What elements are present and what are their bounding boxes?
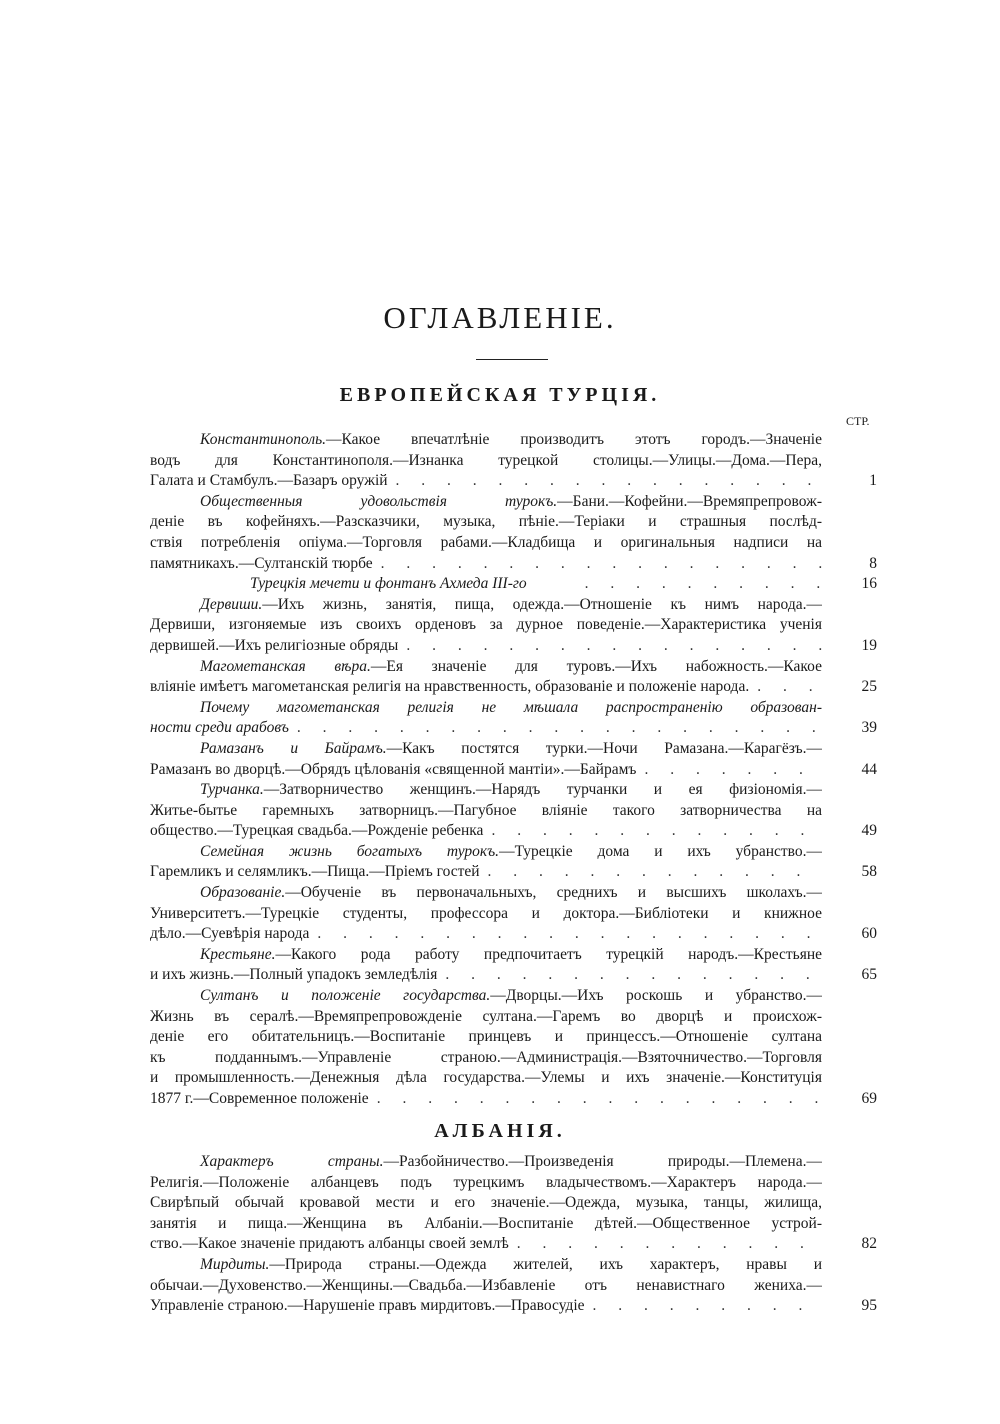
toc-entry-text: Рамазанъ во дворцѣ.—Обрядъ цѣлованія «священной мантіи».—Байрамъ [150,760,637,778]
toc-page-number: 19 [861,636,877,654]
page-column-label: СТР. [846,414,870,428]
toc-entry [150,492,877,574]
dot-leader [491,821,822,842]
toc-entry-text: занятія и пища.—Женщина въ Албаніи.—Воспитаніе дѣтей.—Общественное устрой- [150,1214,822,1232]
toc-entry-text: и ихъ жизнь.—Полный упадокъ земледѣлія [150,966,438,984]
toc-entry-text: 1877 г.—Современное положеніе [150,1090,369,1107]
toc-entry-line [150,1214,822,1235]
toc-entry [150,574,877,595]
toc-entry-topic: Константинополь. [200,431,327,448]
section-heading-european-turkey: ЕВРОПЕЙСКАЯ ТУРЦІЯ. [339,384,661,406]
toc-entry-line [150,657,822,678]
toc-entry-topic: Дервиши. [200,595,263,613]
toc-entry-text: Университетъ.—Турецкіе студенты, профессора и доктора.—Библіотеки и книжное [150,904,822,922]
toc-page-number: 69 [861,1090,877,1108]
dot-leader [381,554,822,575]
toc-page-number: 16 [861,575,877,593]
toc-entry-line [150,698,822,719]
toc-entry-text: дервишей.—Ихъ религіозные обряды [150,636,399,654]
page-title: ОГЛАВЛЕНІЕ. [383,300,617,335]
title-divider [476,359,548,360]
toc-entry-text: вліяніе имѣетъ магометанская религія на нравственность, образованіе и положеніе народа. [150,678,750,696]
toc-entry-text: общество.—Турецкая свадьба.—Рожденіе ребенка [150,822,484,840]
toc-entry-text: —Бани.—Кофейни.—Времяпрепровож- [557,492,822,510]
toc-entry-line [150,595,822,616]
toc-entry-text: обычаи.—Духовенство.—Женщины.—Свадьба.—Избавленіе отъ ненавистнаго жениха.— [150,1276,822,1294]
toc-entry [150,739,877,780]
toc-entry [150,657,877,698]
toc-entry-line [150,883,822,904]
toc-entry-line [150,1276,822,1297]
toc-page-number: 58 [861,863,877,881]
toc-entry-text: Гаремликъ и селямликъ.—Пища.—Пріемъ гостей [150,863,480,881]
toc-entry-line [150,636,822,657]
toc-entry-text: и промышленность.—Денежныя дѣла государства.—Улемы и ихъ значеніе.—Конституція [150,1069,822,1087]
toc-entry-topic: Магометанская вѣра. [200,657,371,675]
toc-entry-line [150,554,822,575]
toc-entry-text: къ подданнымъ.—Управленіе страною.—Администрація.—Взяточничество.—Торговля [150,1048,822,1066]
toc-entry-line [150,945,822,966]
dot-leader [297,718,822,739]
toc-entry-line [150,842,822,863]
toc-entry-line [150,760,822,781]
toc-entry [150,698,877,739]
toc-entry-text: —Обученіе въ первоначальныхъ, среднихъ и высшихъ школахъ.— [285,884,822,902]
toc-entry-line [150,739,822,760]
toc-entry [150,945,877,986]
toc-entry-text: —Дворцы.—Ихъ роскошь и убранство.— [490,987,822,1005]
toc-entry-line [150,862,822,883]
dot-leader [396,471,822,492]
toc-entry-text: Свирѣпый обычай кровавой мести и его значеніе.—Одежда, музыка, танцы, жилища, [150,1194,822,1212]
toc-entry-line [150,677,822,698]
toc-entry-text: ности среди арабовъ [150,719,289,737]
toc-entry-topic: Крестьяне. [200,945,276,963]
toc-entry [150,430,877,492]
section-heading-albania: АЛБАНІЯ. [434,1120,566,1142]
toc-entry-line [150,1255,822,1276]
toc-entry-topic: Семейная жизнь богатыхъ турокъ. [200,842,500,860]
toc-entry-topic: Образованіе. [200,884,286,902]
toc-entry-text: —Природа страны.—Одежда жителей, ихъ характеръ, нравы и [269,1255,822,1273]
toc-entry-line [150,1173,822,1194]
toc-entry-line [150,1296,822,1317]
toc-entry-text: —Ихъ жизнь, занятія, пища, одежда.—Отношеніе къ нимъ народа.— [262,595,822,613]
toc-entry-text: —Затворничество женщинъ.—Нарядъ турчанки и ея физіономія.— [263,781,822,799]
dot-leader [445,965,822,986]
toc-entry-text: ство.—Какое значеніе придаютъ албанцы своей землѣ [150,1235,509,1253]
toc-entry-topic: Турчанка. [200,781,264,799]
toc-entry [150,780,877,842]
dot-leader [644,760,822,781]
toc-entry-text: —Турецкіе дома и ихъ убранство.— [499,842,822,860]
toc-entry-text: —Ея значеніе для туровъ.—Ихъ набожность.—Какое [370,657,822,675]
toc-entry-topic: Характеръ страны. [200,1153,384,1170]
toc-page-number: 25 [861,678,877,696]
toc-entry-text: —Разбойничество.—Произведенія природы.—Племена.— [383,1153,822,1170]
toc-page-number: 60 [861,925,877,943]
dot-leader [757,677,822,698]
toc-entry-line [150,780,822,801]
toc-entry-text: Управленіе страною.—Нарушеніе правъ мирдитовъ.—Правосудіе [150,1297,585,1315]
toc-entry-line [150,1027,822,1048]
toc-entry-line [150,574,822,595]
toc-page-number: 49 [861,822,877,840]
toc-entry-topic: Почему магометанская религія не мѣшала распространенію образован- [200,698,822,716]
toc-entry [150,883,877,945]
dot-leader [488,862,822,883]
toc-page-number: 44 [861,760,877,778]
toc-page-number: 65 [861,966,877,984]
toc-entry-text: Жизнь въ сералѣ.—Времяпрепровожденіе султана.—Гаремъ во дворцѣ и происхож- [150,1007,822,1025]
toc-entry-line [150,492,822,513]
toc-entry-line [150,533,822,554]
toc-entry-text: Галата и Стамбулъ.—Базаръ оружій [150,472,388,490]
toc-entry-topic: Рамазанъ и Байрамъ. [200,739,387,757]
toc-entry-line [150,1234,822,1255]
toc-entry-line [150,1048,822,1069]
toc-page-number: 95 [861,1297,877,1315]
toc-entry-line [150,801,822,822]
toc-entry-text: —Какое впечатлѣніе производитъ этотъ городъ.—Значеніе [326,431,822,448]
toc-entry-line [150,1068,822,1089]
toc-entry-text: Житье-бытье гаремныхъ затворницъ.—Пагубное вліяніе такого затворничества на [150,801,822,819]
dot-leader [406,636,822,657]
toc-entry-text: памятникахъ.—Султанскій тюрбе [150,554,373,572]
toc-entry-line [150,904,822,925]
toc-page-number: 82 [861,1235,877,1253]
toc-entry-text: дѣло.—Суевѣрія народа [150,925,310,943]
toc-entry-line [150,512,822,533]
toc-page-number: 1 [869,472,877,490]
toc-entry-line [150,924,822,945]
toc-entry-text: Религія.—Положеніе албанцевъ подъ турецкимъ владычествомъ.—Характеръ народа.— [150,1173,822,1191]
toc-entry-text: Дервиши, изгоняемые изъ своихъ орденовъ за дурное поведеніе.—Характеристика ученія [150,616,822,634]
toc-entry-line [150,1007,822,1028]
toc-entry-text: ствія потребленія опіума.—Торговля рабами.—Кладбища и оригинальныя надписи на [150,533,822,551]
toc-entry-line [150,1193,822,1214]
toc-entry-topic: Общественныя удовольствія турокъ. [200,492,558,510]
toc-entry [150,986,877,1110]
toc-section-european-turkey [150,430,877,1110]
toc-entry-topic: Султанъ и положеніе государства. [200,987,491,1005]
toc-entry-text: деніе его обитательницъ.—Воспитаніе принцевъ и принцессъ.—Отношеніе султана [150,1028,822,1046]
toc-page-number: 39 [861,719,877,737]
dot-leader [593,1296,822,1317]
toc-entry [150,595,877,657]
toc-entry-line [150,615,822,636]
toc-section-albania [150,1152,877,1317]
toc-entry-topic: Турецкія мечети и фонтанъ Ахмеда III-го [250,575,527,593]
toc-entry-line [150,986,822,1007]
toc-entry-line [150,1089,822,1110]
toc-entry-line [150,821,822,842]
toc-entry [150,842,877,883]
toc-entry-line [150,471,822,492]
toc-entry-text: водъ для Константинополя.—Изнанка турецкой столицы.—Улицы.—Дома.—Пера, [150,451,822,469]
toc-entry [150,1152,877,1255]
dot-leader [517,1234,822,1255]
toc-entry-line [150,965,822,986]
toc-entry-line [150,451,822,472]
toc-entry-text: деніе въ кофейняхъ.—Разсказчики, музыка, пѣніе.—Теріаки и страшныя послѣд- [150,513,822,531]
dot-leader [535,574,822,595]
toc-entry-text: —Какъ постятся турки.—Ночи Рамазана.—Карагёзъ.— [386,739,822,757]
toc-entry [150,1255,877,1317]
toc-entry-topic: Мирдиты. [200,1255,270,1273]
toc-entry-text: —Какого рода работу предпочитаетъ турецкій народъ.—Крестьяне [275,945,822,963]
dot-leader [377,1089,822,1110]
dot-leader [317,924,822,945]
toc-entry-line [150,718,822,739]
toc-entry-line [150,1152,822,1173]
toc-entry-line [150,430,822,451]
toc-page-number: 8 [869,554,877,572]
